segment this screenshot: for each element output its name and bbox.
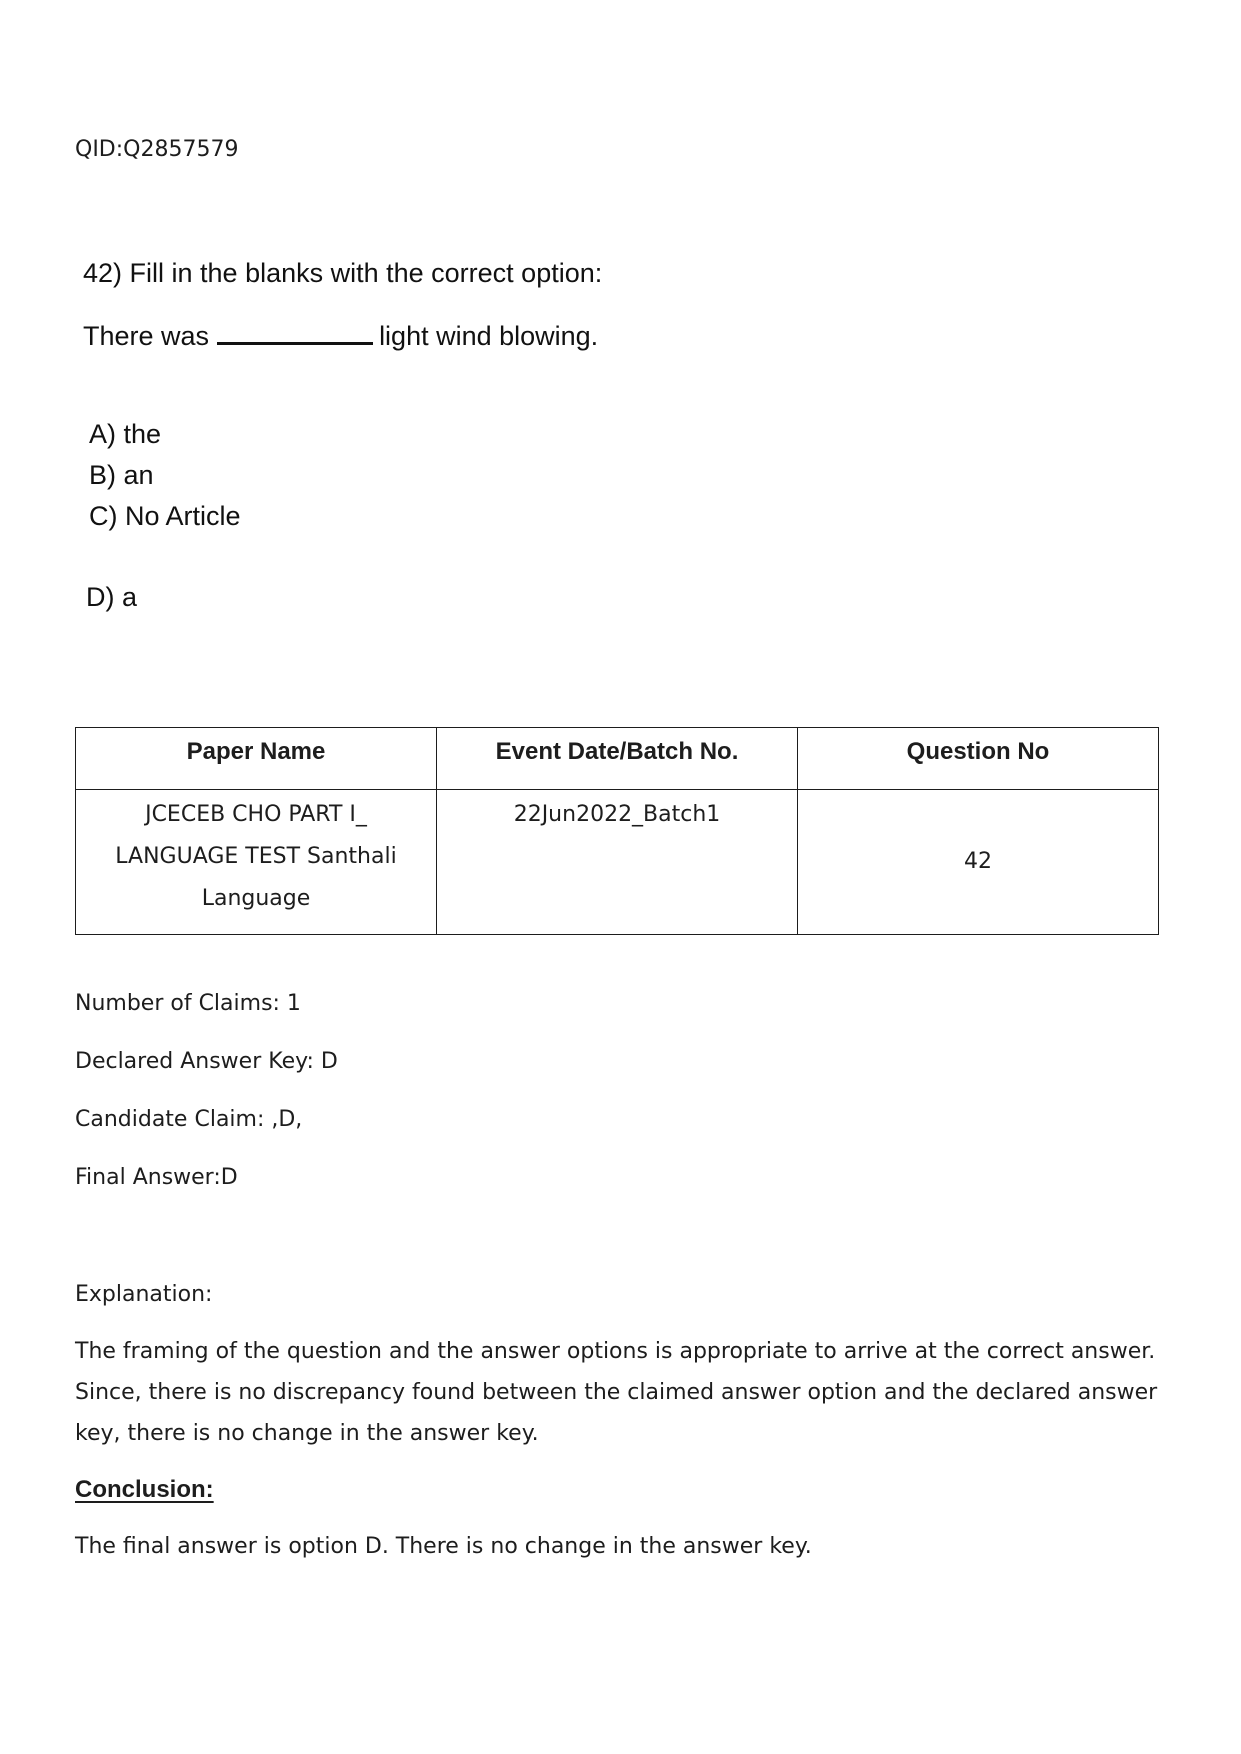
cell-event-date: 22Jun2022_Batch1 — [437, 790, 798, 935]
blank-line — [217, 320, 373, 345]
conclusion-heading: Conclusion: — [75, 1476, 214, 1503]
number-of-claims: Number of Claims: 1 — [75, 991, 301, 1016]
explanation-body: The framing of the question and the answer options is appropriate to arrive at the correct answer. Since, there is no discrepancy found between the claimed answer option and the declared answer key, there is no change in the answer key. — [75, 1339, 1158, 1446]
explanation-heading: Explanation: — [75, 1282, 213, 1307]
option-a: A) the — [89, 419, 162, 449]
header-question-no: Question No — [798, 728, 1159, 790]
conclusion-body: The final answer is option D. There is no change in the answer key. — [75, 1534, 812, 1559]
paper-info-table — [75, 727, 1159, 935]
final-answer: Final Answer:D — [75, 1165, 238, 1190]
table-header-row — [76, 728, 1159, 790]
option-b: B) an — [89, 460, 154, 490]
table-row — [76, 790, 1159, 935]
header-paper-name: Paper Name — [76, 728, 437, 790]
question-id: QID:Q2857579 — [75, 137, 239, 162]
question-stem: 42) Fill in the blanks with the correct option: — [83, 258, 603, 288]
declared-answer-key: Declared Answer Key: D — [75, 1049, 338, 1074]
sentence-before-blank: There was — [83, 321, 210, 351]
header-event-date: Event Date/Batch No. — [437, 728, 798, 790]
sentence-after-blank: light wind blowing. — [379, 321, 599, 351]
question-sentence — [83, 320, 598, 352]
cell-question-no: 42 — [798, 790, 1159, 935]
candidate-claim: Candidate Claim: ,D, — [75, 1107, 303, 1132]
option-d: D) a — [86, 582, 138, 612]
cell-paper-name: JCECEB CHO PART I_ LANGUAGE TEST Santhali Language — [76, 790, 437, 935]
question-image — [75, 250, 715, 620]
option-c: C) No Article — [89, 501, 241, 531]
